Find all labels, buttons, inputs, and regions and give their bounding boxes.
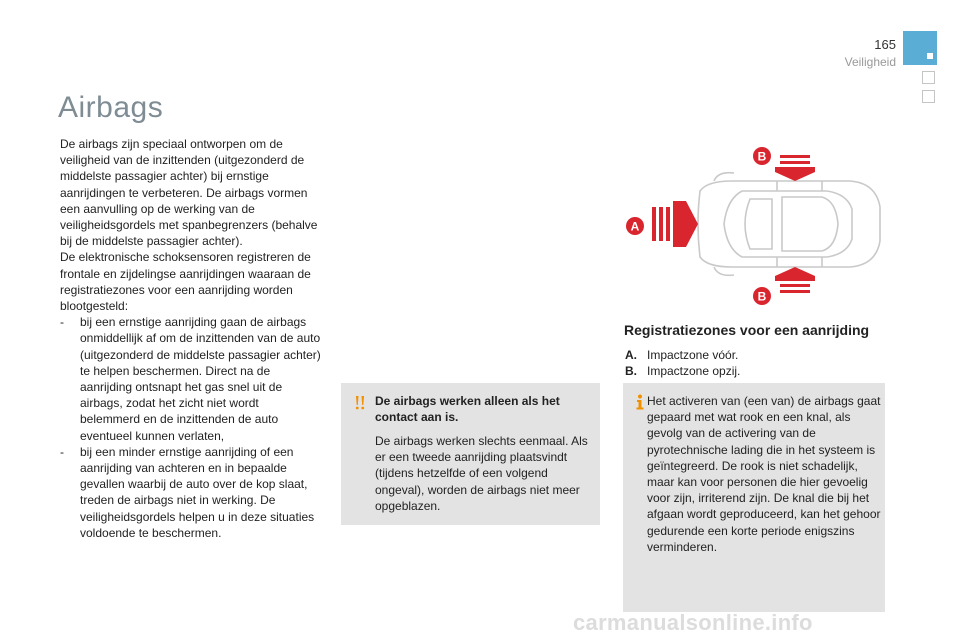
bullet-text: bij een minder ernstige aanrijding of een aanrijding van achteren en in bepaalde gevallen waarbij de auto over de kop slaat, treden de airbags niet in werking. De veiligheidsgordels helpen u in deze situaties voldoende te beschermen. [80,444,315,540]
label-b-bottom-badge [753,287,771,305]
legend-text: Impactzone opzij. [647,364,741,378]
body-text [60,136,322,541]
label-a: A [630,219,640,234]
section-tab[interactable] [922,71,935,84]
paragraph: De airbags zijn speciaal ontworpen om de veiligheid van de inzittenden (uitgezonderd de middelste passagier achter) bij ernstige aanrijdingen te verbeteren. De airbags vormen een aanvulling op de werking van de veiligheidsgordels met spanbegrenzers (behalve bij de middelste passagier achter). [60,137,318,249]
watermark: carmanualsonline.info [573,610,813,635]
section-tab-active[interactable] [903,31,937,65]
legend-key: B. [625,364,637,378]
legend-key: A. [625,348,637,362]
warning-text: De airbags werken slechts eenmaal. Als er een tweede aanrijding plaatsvindt (tijdens hetzelfde of een volgend ongeval), worden de airbags niet meer opgeblazen. [375,434,588,513]
page-number: 165 [874,37,896,52]
impact-zone-b-bottom-arrow [775,267,815,293]
warning-box [341,383,600,525]
section-tab[interactable] [922,90,935,103]
legend-item [625,363,740,379]
warning-icon [352,395,368,411]
label-b-bottom: B [757,289,767,304]
registration-title: Registratiezones voor een aanrijding [624,322,870,338]
bullet-item [60,314,322,444]
paragraph: De elektronische schoksensoren registreren de frontale en zijdelingse aanrijdingen waaraan de registratiezones voor een aanrijding worden blootgesteld: [60,250,311,314]
warning-heading: De airbags werken alleen als het contact aan is. [375,394,560,424]
label-a-badge [626,217,644,235]
airbag-impact-zones-diagram [622,139,884,309]
tab-dot [927,53,933,59]
label-b-top-badge [753,147,771,165]
bullet-dash: - [60,315,64,330]
section-label: Veiligheid [844,55,896,69]
page-title: Airbags [58,91,164,124]
bullet-item [60,444,322,541]
car-outline [698,173,880,276]
legend-text: Impactzone vóór. [647,348,739,362]
info-box [623,383,885,612]
label-b-top: B [757,149,767,164]
legend-item [625,347,740,363]
impact-zone-b-top-arrow [775,155,815,181]
info-icon [633,394,647,410]
zone-legend [625,347,740,379]
bullet-dash: - [60,444,64,459]
bullet-text: bij een ernstige aanrijding gaan de airbags onmiddellijk af om de inzittenden van de auto (uitgezonderd de middelste passagier achter) te helpen beschermen. Direct na de aanrijding ontsnapt het gas snel uit de airbags, zodat het zicht niet wordt belemmerd en de inzittenden de auto eventueel kunnen verlaten, [80,315,321,443]
info-text: Het activeren van (een van) de airbags gaat gepaard met wat rook en een knal, als gevolg van de activering van de pyrotechnische lading die in het systeem is geïntegreerd. De rook is niet schadelijk, maar kan voor personen die hier gevoelig voor zijn, irriterend zijn. De knal die bij het afgaan wordt geproduceerd, kan het gehoor gedurende een korte periode enigszins verminderen. [647,394,881,554]
impact-zone-a-arrow [652,201,698,247]
